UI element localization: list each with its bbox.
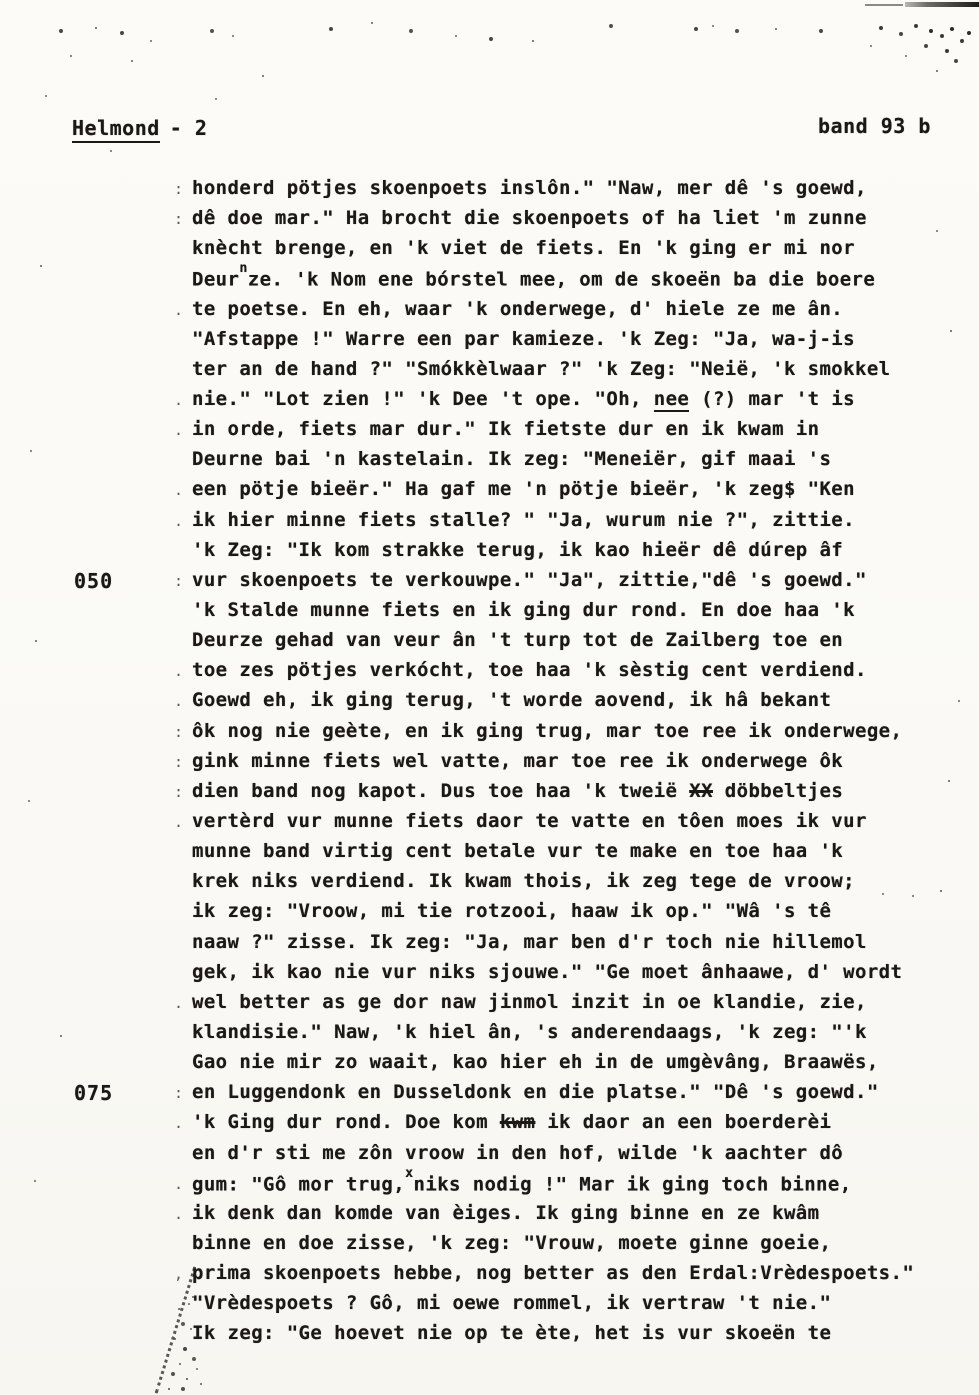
line-text: 'k Stalde munne fiets en ik ging dur rond. En doe haa 'k <box>192 598 855 621</box>
line-text: klandisie." Naw, 'k hiel ân, 's anderendaags, 'k zeg: "'k <box>192 1020 867 1043</box>
margin-mark: . <box>174 1114 184 1133</box>
text-line <box>174 629 974 659</box>
text-line <box>74 568 974 599</box>
text-line <box>174 448 974 478</box>
text-line <box>74 1081 974 1111</box>
line-text: nie." "Lot zien !" 'k Dee 't ope. "Oh, nee (?) mar 't is <box>192 387 856 410</box>
margin-mark <box>174 328 192 331</box>
text-line <box>174 599 974 629</box>
line-text: vur skoenpoets te verkouwpe." "Ja", zittie,"dê 's goewd." <box>192 568 867 591</box>
line-text: en d'r sti me zôn vroow in den hof, wilde 'k aachter dô <box>192 1141 844 1164</box>
margin-mark: . <box>174 993 184 1012</box>
text-line <box>174 1165 974 1202</box>
margin-mark <box>174 448 192 451</box>
text-line <box>174 689 974 719</box>
margin-mark: : <box>174 722 184 741</box>
margin-mark: . <box>174 390 184 409</box>
line-text: honderd pötjes skoenpoets inslôn." "Naw, mer dê 's goewd, <box>192 177 867 199</box>
page-title-main: Helmond <box>72 116 160 143</box>
margin-mark: . <box>174 511 184 530</box>
text-line <box>174 720 974 750</box>
text-line <box>174 870 974 900</box>
text-line <box>174 750 974 780</box>
margin-mark <box>174 870 192 873</box>
margin-mark: . <box>174 481 184 500</box>
text-line <box>174 177 974 207</box>
text-line <box>174 1021 974 1051</box>
margin-mark: : <box>174 571 184 590</box>
line-text: krek niks verdiend. Ik kwam thois, ik zeg tege de vroow; <box>192 870 855 893</box>
line-text: naaw ?" zisse. Ik zeg: "Ja, mar ben d'r toch nie hillemol <box>192 930 867 953</box>
text-line <box>174 388 974 418</box>
line-text: Deur$^n$ze. 'k Nom ene bórstel mee, om de skoeën ba die boere <box>192 261 876 291</box>
transcript-body <box>74 177 974 1352</box>
line-text: munne band virtig cent betale vur te make en toe haa 'k <box>192 840 844 863</box>
page-title-suffix: - 2 <box>169 116 208 140</box>
line-text: knècht brenge, en 'k viet de fiets. En 'k ging er mi nor <box>192 237 855 260</box>
line-text: ik zeg: "Vroow, mi tie rotzooi, haaw ik op." "Wâ 's tê <box>192 900 832 923</box>
text-line <box>174 1292 974 1322</box>
margin-mark <box>174 961 192 964</box>
text-line <box>174 478 974 508</box>
margin-mark: : <box>174 210 184 229</box>
text-line <box>174 298 974 328</box>
text-line <box>174 261 974 297</box>
line-text: vertèrd vur munne fiets daor te vatte en tôen moes ik vur <box>192 809 867 832</box>
line-text: toe zes pötjes verkócht, toe haa 'k sèstig cent verdiend. <box>192 659 867 682</box>
scan-edge-bar-2 <box>865 4 903 6</box>
line-text: ter an de hand ?" "Smókkèlwaar ?" 'k Zeg: "Neië, 'k smokkel <box>192 357 891 380</box>
text-line <box>174 539 974 569</box>
text-line <box>174 1232 974 1262</box>
margin-mark: . <box>174 1204 184 1223</box>
scan-speckles <box>0 0 2 2</box>
text-line <box>174 237 974 267</box>
margin-mark <box>174 1142 192 1145</box>
text-line <box>174 961 974 991</box>
margin-mark: . <box>174 421 184 440</box>
line-text: ik denk dan komde van èiges. Ik ging binne en ze kwâm <box>192 1201 820 1224</box>
margin-mark: . <box>174 300 184 319</box>
margin-line-number: 050 <box>74 568 114 593</box>
line-text: dê doe mar." Ha brocht die skoenpoets of ha liet 'm zunne <box>192 207 867 230</box>
margin-mark <box>174 1232 192 1235</box>
text-line <box>174 328 974 358</box>
line-text: gink minne fiets wel vatte, mar toe ree ik onderwege ôk <box>192 749 844 772</box>
margin-mark <box>174 237 192 240</box>
line-text: Deurne bai 'n kastelain. Ik zeg: "Meneiër, gif maai 's <box>192 448 832 471</box>
smudge-dots <box>116 1268 118 1270</box>
line-text: 'k Ging dur rond. Doe kom kwm ik daor an een boerderèi <box>192 1111 832 1134</box>
margin-mark <box>174 931 192 934</box>
text-line <box>174 509 974 539</box>
margin-mark: . <box>174 812 184 831</box>
line-text: Goewd eh, ik ging terug, 't worde aovend, ik hâ bekant <box>192 689 832 712</box>
text-line <box>174 1262 974 1292</box>
scan-edge-bar <box>905 2 979 7</box>
line-text: Deurze gehad van veur ân 't turp tot de Zailberg toe en <box>192 629 844 652</box>
text-line <box>174 1322 974 1352</box>
margin-mark <box>174 1021 192 1024</box>
line-text: ôk nog nie geète, en ik ging trug, mar toe ree ik onderwege, <box>192 719 903 742</box>
line-text: Gao nie mir zo waait, kao hier eh in de umgèvâng, Braawës, <box>192 1051 879 1074</box>
page-title <box>72 116 207 140</box>
margin-mark <box>174 1292 192 1295</box>
line-text: gek, ik kao nie vur niks sjouwe." "Ge moet ânhaawe, d' wordt <box>192 960 903 983</box>
text-line <box>174 418 974 448</box>
margin-mark: , <box>174 1265 184 1284</box>
margin-mark: : <box>174 782 184 801</box>
text-line <box>174 900 974 930</box>
margin-mark <box>174 267 192 270</box>
line-text: "Vrèdespoets ? Gô, mi oewe rommel, ik vertraw 't nie." <box>192 1292 832 1315</box>
text-line <box>174 207 974 237</box>
line-text: 'k Zeg: "Ik kom strakke terug, ik kao hieër dê dúrep âf <box>192 538 844 561</box>
margin-mark: . <box>174 692 184 711</box>
text-line <box>174 931 974 961</box>
margin-mark <box>174 539 192 542</box>
line-text: "Afstappe !" Warre een par kamieze. 'k Zeg: "Ja, wa-j-is <box>192 327 855 350</box>
margin-mark <box>174 358 192 361</box>
text-line <box>174 1051 974 1081</box>
margin-mark <box>174 1322 192 1325</box>
text-line <box>174 1202 974 1232</box>
tape-label: band 93 b <box>818 114 931 138</box>
line-text: in orde, fiets mar dur." Ik fietste dur en ik kwam in <box>192 418 820 441</box>
text-line <box>174 780 974 810</box>
text-line <box>174 810 974 840</box>
line-text: gum: "Gô mor trug,$^x$niks nodig !" Mar ik ging toch binne, <box>192 1165 852 1195</box>
margin-mark <box>174 1051 192 1054</box>
margin-mark: . <box>174 662 184 681</box>
text-line <box>174 659 974 689</box>
text-line <box>174 1142 974 1172</box>
line-text: prima skoenpoets hebbe, nog better as den Erdal:Vrèdespoets." <box>192 1262 915 1285</box>
text-line <box>174 358 974 388</box>
line-text: dien band nog kapot. Dus toe haa 'k tweië XX döbbeltjes <box>192 779 844 802</box>
line-text: te poetse. En eh, waar 'k onderwege, d' hiele ze me ân. <box>192 297 844 320</box>
text-line <box>174 1111 974 1141</box>
margin-mark <box>174 840 192 843</box>
margin-mark: : <box>174 752 184 771</box>
margin-mark: . <box>174 1174 184 1193</box>
line-text: Ik zeg: "Ge hoevet nie op te ète, het is vur skoeën te <box>192 1322 832 1345</box>
line-text: en Luggendonk en Dusseldonk en die platse." "Dê 's goewd." <box>192 1081 879 1104</box>
line-text: binne en doe zisse, 'k zeg: "Vrouw, moete ginne goeie, <box>192 1231 832 1254</box>
text-line <box>174 991 974 1021</box>
margin-mark <box>174 900 192 903</box>
margin-mark: : <box>174 1084 184 1103</box>
line-text: wel better as ge dor naw jinmol inzit in oe klandie, zie, <box>192 990 867 1013</box>
margin-mark <box>174 599 192 602</box>
line-text: ik hier minne fiets stalle? " "Ja, wurum nie ?", zittie. <box>192 508 855 531</box>
text-line <box>174 840 974 870</box>
margin-line-number: 075 <box>74 1081 114 1106</box>
margin-mark: : <box>174 180 184 198</box>
line-text: een pötje bieër." Ha gaf me 'n pötje bieër, 'k zeg$ "Ken <box>192 478 855 501</box>
margin-mark <box>174 629 192 632</box>
